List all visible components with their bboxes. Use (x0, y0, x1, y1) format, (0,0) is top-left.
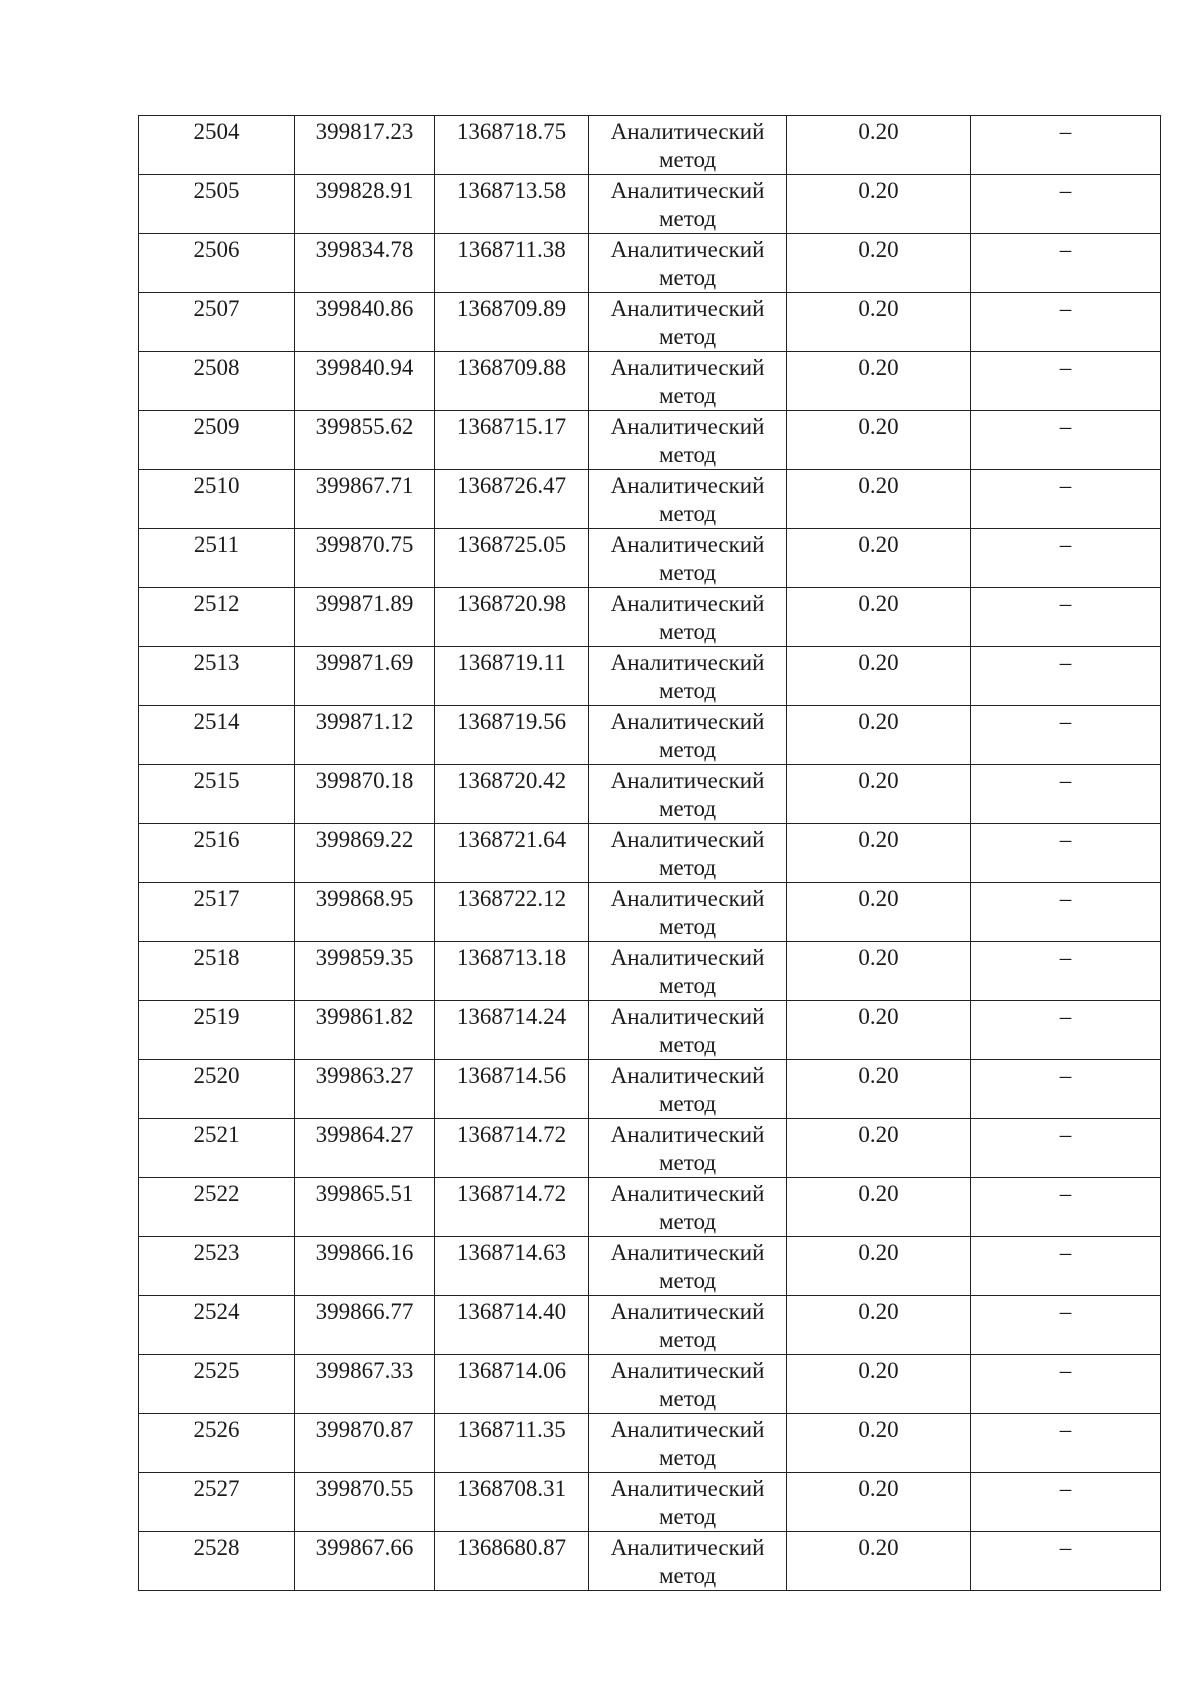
table-row (139, 352, 1161, 411)
precision-cell: 0.20 (787, 588, 971, 647)
point-number-cell: 2512 (139, 588, 295, 647)
table-row (139, 1296, 1161, 1355)
point-number-cell: 2524 (139, 1296, 295, 1355)
x-coordinate-cell: 399870.75 (295, 529, 435, 588)
table-row (139, 706, 1161, 765)
description-cell: – (971, 1532, 1161, 1591)
point-number-cell: 2511 (139, 529, 295, 588)
x-coordinate-cell: 399870.87 (295, 1414, 435, 1473)
table-row (139, 1237, 1161, 1296)
method-cell: Аналитический метод (589, 529, 787, 588)
precision-cell: 0.20 (787, 1119, 971, 1178)
precision-cell: 0.20 (787, 411, 971, 470)
method-cell: Аналитический метод (589, 1414, 787, 1473)
table-row (139, 1355, 1161, 1414)
x-coordinate-cell: 399863.27 (295, 1060, 435, 1119)
description-cell: – (971, 234, 1161, 293)
point-number-cell: 2507 (139, 293, 295, 352)
coordinates-table-body (139, 116, 1161, 1591)
method-cell: Аналитический метод (589, 1001, 787, 1060)
x-coordinate-cell: 399865.51 (295, 1178, 435, 1237)
x-coordinate-cell: 399867.33 (295, 1355, 435, 1414)
point-number-cell: 2522 (139, 1178, 295, 1237)
method-cell: Аналитический метод (589, 647, 787, 706)
point-number-cell: 2521 (139, 1119, 295, 1178)
method-cell: Аналитический метод (589, 116, 787, 175)
coordinates-table (138, 115, 1161, 1591)
y-coordinate-cell: 1368714.40 (435, 1296, 589, 1355)
description-cell: – (971, 588, 1161, 647)
y-coordinate-cell: 1368726.47 (435, 470, 589, 529)
description-cell: – (971, 293, 1161, 352)
precision-cell: 0.20 (787, 1060, 971, 1119)
x-coordinate-cell: 399855.62 (295, 411, 435, 470)
point-number-cell: 2518 (139, 942, 295, 1001)
point-number-cell: 2523 (139, 1237, 295, 1296)
description-cell: – (971, 352, 1161, 411)
method-cell: Аналитический метод (589, 1237, 787, 1296)
table-row (139, 883, 1161, 942)
table-row (139, 234, 1161, 293)
x-coordinate-cell: 399871.69 (295, 647, 435, 706)
y-coordinate-cell: 1368721.64 (435, 824, 589, 883)
point-number-cell: 2520 (139, 1060, 295, 1119)
precision-cell: 0.20 (787, 647, 971, 706)
x-coordinate-cell: 399869.22 (295, 824, 435, 883)
point-number-cell: 2516 (139, 824, 295, 883)
precision-cell: 0.20 (787, 1178, 971, 1237)
y-coordinate-cell: 1368713.58 (435, 175, 589, 234)
x-coordinate-cell: 399840.86 (295, 293, 435, 352)
x-coordinate-cell: 399861.82 (295, 1001, 435, 1060)
y-coordinate-cell: 1368711.38 (435, 234, 589, 293)
table-row (139, 1473, 1161, 1532)
y-coordinate-cell: 1368714.72 (435, 1178, 589, 1237)
method-cell: Аналитический метод (589, 411, 787, 470)
x-coordinate-cell: 399866.77 (295, 1296, 435, 1355)
point-number-cell: 2508 (139, 352, 295, 411)
x-coordinate-cell: 399859.35 (295, 942, 435, 1001)
precision-cell: 0.20 (787, 765, 971, 824)
table-row (139, 765, 1161, 824)
y-coordinate-cell: 1368722.12 (435, 883, 589, 942)
y-coordinate-cell: 1368719.11 (435, 647, 589, 706)
point-number-cell: 2527 (139, 1473, 295, 1532)
precision-cell: 0.20 (787, 824, 971, 883)
x-coordinate-cell: 399828.91 (295, 175, 435, 234)
precision-cell: 0.20 (787, 352, 971, 411)
description-cell: – (971, 647, 1161, 706)
precision-cell: 0.20 (787, 1473, 971, 1532)
x-coordinate-cell: 399867.71 (295, 470, 435, 529)
description-cell: – (971, 1060, 1161, 1119)
description-cell: – (971, 411, 1161, 470)
point-number-cell: 2504 (139, 116, 295, 175)
y-coordinate-cell: 1368709.89 (435, 293, 589, 352)
table-row (139, 293, 1161, 352)
method-cell: Аналитический метод (589, 470, 787, 529)
method-cell: Аналитический метод (589, 824, 787, 883)
description-cell: – (971, 1001, 1161, 1060)
x-coordinate-cell: 399870.18 (295, 765, 435, 824)
x-coordinate-cell: 399867.66 (295, 1532, 435, 1591)
x-coordinate-cell: 399868.95 (295, 883, 435, 942)
y-coordinate-cell: 1368720.42 (435, 765, 589, 824)
y-coordinate-cell: 1368725.05 (435, 529, 589, 588)
y-coordinate-cell: 1368714.72 (435, 1119, 589, 1178)
point-number-cell: 2513 (139, 647, 295, 706)
description-cell: – (971, 883, 1161, 942)
point-number-cell: 2526 (139, 1414, 295, 1473)
y-coordinate-cell: 1368714.24 (435, 1001, 589, 1060)
y-coordinate-cell: 1368709.88 (435, 352, 589, 411)
description-cell: – (971, 765, 1161, 824)
method-cell: Аналитический метод (589, 1532, 787, 1591)
precision-cell: 0.20 (787, 470, 971, 529)
x-coordinate-cell: 399817.23 (295, 116, 435, 175)
y-coordinate-cell: 1368719.56 (435, 706, 589, 765)
description-cell: – (971, 1473, 1161, 1532)
method-cell: Аналитический метод (589, 706, 787, 765)
precision-cell: 0.20 (787, 529, 971, 588)
y-coordinate-cell: 1368714.63 (435, 1237, 589, 1296)
x-coordinate-cell: 399871.12 (295, 706, 435, 765)
y-coordinate-cell: 1368680.87 (435, 1532, 589, 1591)
description-cell: – (971, 1414, 1161, 1473)
point-number-cell: 2517 (139, 883, 295, 942)
precision-cell: 0.20 (787, 1237, 971, 1296)
table-row (139, 1119, 1161, 1178)
description-cell: – (971, 529, 1161, 588)
point-number-cell: 2510 (139, 470, 295, 529)
description-cell: – (971, 1355, 1161, 1414)
x-coordinate-cell: 399871.89 (295, 588, 435, 647)
description-cell: – (971, 824, 1161, 883)
table-row (139, 647, 1161, 706)
table-row (139, 175, 1161, 234)
x-coordinate-cell: 399864.27 (295, 1119, 435, 1178)
method-cell: Аналитический метод (589, 765, 787, 824)
point-number-cell: 2528 (139, 1532, 295, 1591)
precision-cell: 0.20 (787, 883, 971, 942)
x-coordinate-cell: 399834.78 (295, 234, 435, 293)
description-cell: – (971, 1119, 1161, 1178)
method-cell: Аналитический метод (589, 1119, 787, 1178)
table-row (139, 824, 1161, 883)
description-cell: – (971, 706, 1161, 765)
y-coordinate-cell: 1368713.18 (435, 942, 589, 1001)
point-number-cell: 2514 (139, 706, 295, 765)
precision-cell: 0.20 (787, 175, 971, 234)
description-cell: – (971, 175, 1161, 234)
table-row (139, 470, 1161, 529)
x-coordinate-cell: 399866.16 (295, 1237, 435, 1296)
method-cell: Аналитический метод (589, 352, 787, 411)
y-coordinate-cell: 1368711.35 (435, 1414, 589, 1473)
point-number-cell: 2509 (139, 411, 295, 470)
description-cell: – (971, 1237, 1161, 1296)
method-cell: Аналитический метод (589, 293, 787, 352)
table-row (139, 1414, 1161, 1473)
y-coordinate-cell: 1368708.31 (435, 1473, 589, 1532)
table-row (139, 942, 1161, 1001)
precision-cell: 0.20 (787, 1414, 971, 1473)
method-cell: Аналитический метод (589, 588, 787, 647)
description-cell: – (971, 942, 1161, 1001)
x-coordinate-cell: 399870.55 (295, 1473, 435, 1532)
method-cell: Аналитический метод (589, 883, 787, 942)
point-number-cell: 2525 (139, 1355, 295, 1414)
point-number-cell: 2506 (139, 234, 295, 293)
precision-cell: 0.20 (787, 234, 971, 293)
x-coordinate-cell: 399840.94 (295, 352, 435, 411)
precision-cell: 0.20 (787, 1355, 971, 1414)
precision-cell: 0.20 (787, 942, 971, 1001)
table-row (139, 1060, 1161, 1119)
precision-cell: 0.20 (787, 293, 971, 352)
point-number-cell: 2515 (139, 765, 295, 824)
y-coordinate-cell: 1368718.75 (435, 116, 589, 175)
method-cell: Аналитический метод (589, 234, 787, 293)
method-cell: Аналитический метод (589, 1355, 787, 1414)
description-cell: – (971, 470, 1161, 529)
point-number-cell: 2505 (139, 175, 295, 234)
precision-cell: 0.20 (787, 116, 971, 175)
table-row (139, 1178, 1161, 1237)
method-cell: Аналитический метод (589, 1060, 787, 1119)
y-coordinate-cell: 1368714.06 (435, 1355, 589, 1414)
precision-cell: 0.20 (787, 1001, 971, 1060)
table-row (139, 116, 1161, 175)
method-cell: Аналитический метод (589, 1296, 787, 1355)
point-number-cell: 2519 (139, 1001, 295, 1060)
table-row (139, 1001, 1161, 1060)
table-row (139, 529, 1161, 588)
description-cell: – (971, 1296, 1161, 1355)
precision-cell: 0.20 (787, 706, 971, 765)
method-cell: Аналитический метод (589, 942, 787, 1001)
y-coordinate-cell: 1368720.98 (435, 588, 589, 647)
method-cell: Аналитический метод (589, 175, 787, 234)
precision-cell: 0.20 (787, 1532, 971, 1591)
description-cell: – (971, 116, 1161, 175)
table-row (139, 588, 1161, 647)
method-cell: Аналитический метод (589, 1178, 787, 1237)
y-coordinate-cell: 1368714.56 (435, 1060, 589, 1119)
y-coordinate-cell: 1368715.17 (435, 411, 589, 470)
description-cell: – (971, 1178, 1161, 1237)
precision-cell: 0.20 (787, 1296, 971, 1355)
method-cell: Аналитический метод (589, 1473, 787, 1532)
table-row (139, 411, 1161, 470)
table-row (139, 1532, 1161, 1591)
